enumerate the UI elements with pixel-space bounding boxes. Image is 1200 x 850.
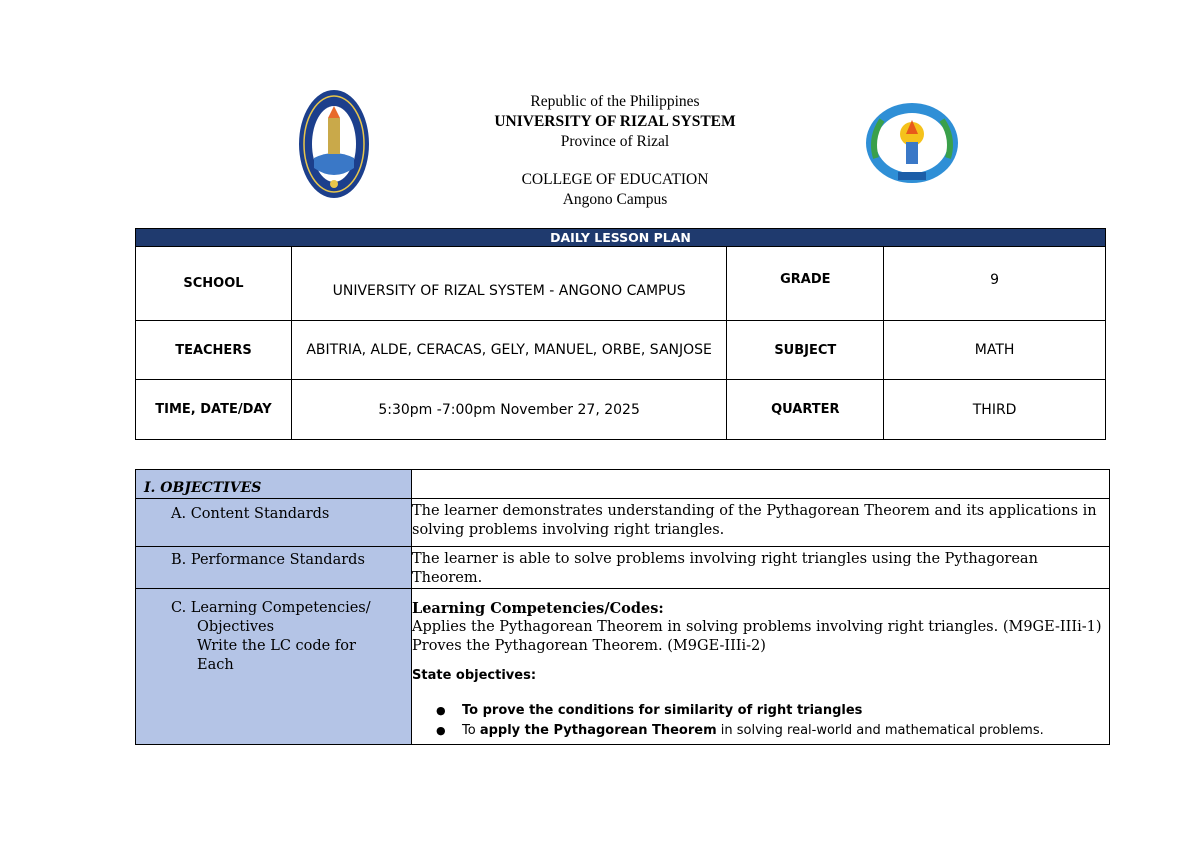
lc-code-2: Proves the Pythagorean Theorem. (M9GE-IIIi-2) xyxy=(412,638,766,654)
lc-label-line3: Write the LC code for xyxy=(197,638,356,654)
quarter-value: THIRD xyxy=(884,380,1106,440)
college-of-education-logo xyxy=(862,98,962,188)
objective-item-1: ● To prove the conditions for similarity of right triangles xyxy=(412,701,1107,721)
header-republic: Republic of the Philippines xyxy=(530,93,700,110)
grade-label: GRADE xyxy=(727,247,884,321)
subject-value: MATH xyxy=(884,321,1106,380)
lesson-plan-table xyxy=(135,228,1106,440)
school-label: SCHOOL xyxy=(136,247,292,321)
grade-value: 9 xyxy=(884,247,1106,321)
objectives-heading: I. OBJECTIVES xyxy=(136,470,412,499)
lc-label-line2: Objectives xyxy=(197,619,275,635)
school-value: UNIVERSITY OF RIZAL SYSTEM - ANGONO CAMPUS xyxy=(291,247,726,321)
time-value: 5:30pm -7:00pm November 27, 2025 xyxy=(291,380,726,440)
performance-standards-label: B. Performance Standards xyxy=(171,552,365,568)
lc-code-1: Applies the Pythagorean Theorem in solving problems involving right triangles. (M9GE-IIIi-1) xyxy=(412,619,1102,635)
lc-label-line4: Each xyxy=(197,657,234,673)
objectives-list xyxy=(412,701,1107,741)
header-province: Province of Rizal xyxy=(560,133,670,150)
objectives-table xyxy=(135,469,1110,745)
urs-seal-logo xyxy=(298,88,370,200)
lc-label-line1: C. Learning Competencies/ xyxy=(171,600,371,616)
document-header xyxy=(400,92,830,210)
objectives-heading-blank xyxy=(412,470,1110,499)
subject-label: SUBJECT xyxy=(727,321,884,380)
header-university: UNIVERSITY OF RIZAL SYSTEM xyxy=(494,113,736,130)
teachers-label: TEACHERS xyxy=(136,321,292,380)
content-standards-label: A. Content Standards xyxy=(171,506,330,522)
objective-item-2: ● To apply the Pythagorean Theorem in solving real-world and mathematical problems. xyxy=(412,721,1107,741)
state-objectives-title: State objectives: xyxy=(412,668,537,683)
teachers-value: ABITRIA, ALDE, CERACAS, GELY, MANUEL, ORBE, SANJOSE xyxy=(291,321,726,380)
time-label: TIME, DATE/DAY xyxy=(136,380,292,440)
performance-standards-text: The learner is able to solve problems involving right triangles using the Pythagorean Theorem. xyxy=(412,551,1038,586)
header-campus: Angono Campus xyxy=(562,191,668,208)
lesson-plan-title: DAILY LESSON PLAN xyxy=(136,229,1106,247)
header-college: COLLEGE OF EDUCATION xyxy=(521,171,709,188)
quarter-label: QUARTER xyxy=(727,380,884,440)
content-standards-text: The learner demonstrates understanding of the Pythagorean Theorem and its applications in solving problems involving right triangles. xyxy=(412,503,1097,538)
lc-codes-title: Learning Competencies/Codes: xyxy=(412,600,664,617)
